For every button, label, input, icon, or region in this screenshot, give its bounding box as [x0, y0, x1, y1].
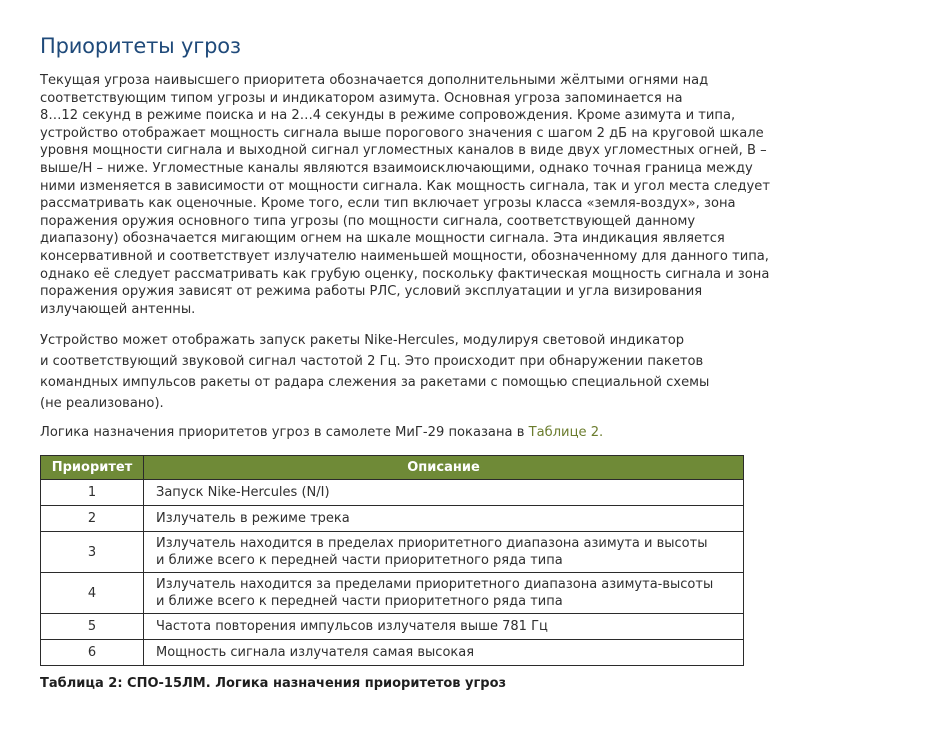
paragraph1-line: Текущая угроза наивысшего приоритета обозначается дополнительными жёлтыми огнями над	[40, 73, 709, 88]
priority-cell: 5	[41, 614, 144, 640]
description-line: Мощность сигнала излучателя самая высокая	[156, 645, 475, 660]
paragraph1-line: консервативной и соответствует излучателю наименьшей мощности, обозначенному для данного типа,	[40, 248, 769, 264]
paragraph1-line: уровня мощности сигнала и выходной сигнал угломестных каналов в виде двух угломестных огней, В –	[40, 143, 767, 159]
paragraph1-line: устройство отображает мощность сигнала выше порогового значения с шагом 2 дБ на круговой шкале	[40, 125, 764, 141]
table-header-row	[41, 456, 744, 480]
table-body	[41, 480, 744, 666]
page-title: Приоритеты угроз	[40, 34, 241, 58]
description-cell	[144, 573, 744, 614]
table-row	[41, 480, 744, 506]
priority-cell: 1	[41, 480, 144, 506]
paragraph2-line: (не реализовано).	[40, 396, 164, 411]
paragraph-nike-hercules	[40, 330, 760, 414]
paragraph2-line: Устройство может отображать запуск ракеты Nike-Hercules, модулируя световой индикатор	[40, 333, 685, 348]
priority-cell: 6	[41, 640, 144, 666]
paragraph1-line: соответствующим типом угрозы и индикатором азимута. Основная угроза запоминается на	[40, 90, 683, 106]
description-cell	[144, 506, 744, 532]
description-line: Запуск Nike-Hercules (N/I)	[156, 485, 330, 500]
paragraph1-line: диапазону) обозначается мигающим огнем на шкале мощности сигнала. Эта индикация является	[40, 231, 725, 247]
paragraph2-line: и соответствующий звуковой сигнал частотой 2 Гц. Это происходит при обнаружении пакетов	[40, 354, 704, 369]
description-cell	[144, 614, 744, 640]
description-line: Излучатель в режиме трека	[156, 511, 350, 526]
paragraph-threat-priority	[40, 72, 770, 318]
priority-cell: 4	[41, 573, 144, 614]
paragraph2-line: командных импульсов ракеты от радара слежения за ракетами с помощью специальной схемы	[40, 375, 710, 390]
header-description: Описание	[144, 456, 744, 480]
table-row	[41, 506, 744, 532]
description-cell	[144, 480, 744, 506]
reference-text: Логика назначения приоритетов угроз в самолете МиГ-29 показана в	[40, 425, 529, 440]
paragraph1-line: поражения оружия основного типа угрозы (по мощности сигнала, соответствующей данному	[40, 213, 696, 229]
priority-cell: 2	[41, 506, 144, 532]
priority-table	[40, 455, 744, 666]
description-cell	[144, 640, 744, 666]
table-row	[41, 614, 744, 640]
table-row	[41, 640, 744, 666]
description-cell	[144, 532, 744, 573]
document-page	[40, 34, 920, 691]
table-link[interactable]: Таблице 2.	[528, 425, 604, 440]
paragraph1-line: поражения оружия зависят от режима работы РЛС, условий эксплуатации и угла визирования	[40, 284, 703, 300]
paragraph1-line: выше/Н – ниже. Угломестные каналы являются взаимоисключающими, однако точная граница между	[40, 160, 753, 176]
table-row	[41, 573, 744, 614]
table-caption: Таблица 2: СПО-15ЛМ. Логика назначения приоритетов угроз	[40, 676, 507, 691]
table-row	[41, 532, 744, 573]
description-line: и ближе всего к передней части приоритетного ряда типа	[156, 553, 563, 568]
priority-cell: 3	[41, 532, 144, 573]
paragraph1-line: ними изменяется в зависимости от мощности сигнала. Как мощность сигнала, так и угол места следует	[40, 178, 770, 194]
description-line: Частота повторения импульсов излучателя выше 781 Гц	[156, 619, 548, 634]
paragraph1-line: излучающей антенны.	[40, 301, 196, 317]
description-line: Излучатель находится за пределами приоритетного диапазона азимута-высоты	[156, 577, 714, 592]
paragraph-table-reference	[40, 424, 603, 442]
paragraph1-line: рассматривать как оценочные. Кроме того, если тип включает угрозы класса «земля-воздух», зона	[40, 196, 736, 212]
description-line: Излучатель находится в пределах приоритетного диапазона азимута и высоты	[156, 536, 708, 551]
header-priority: Приоритет	[41, 456, 144, 480]
description-line: и ближе всего к передней части приоритетного ряда типа	[156, 594, 563, 609]
paragraph1-line: однако её следует рассматривать как грубую оценку, поскольку фактическая мощность сигнала и зона	[40, 266, 770, 282]
paragraph1-line: 8…12 секунд в режиме поиска и на 2…4 секунды в режиме сопровождения. Кроме азимута и типа,	[40, 108, 736, 124]
